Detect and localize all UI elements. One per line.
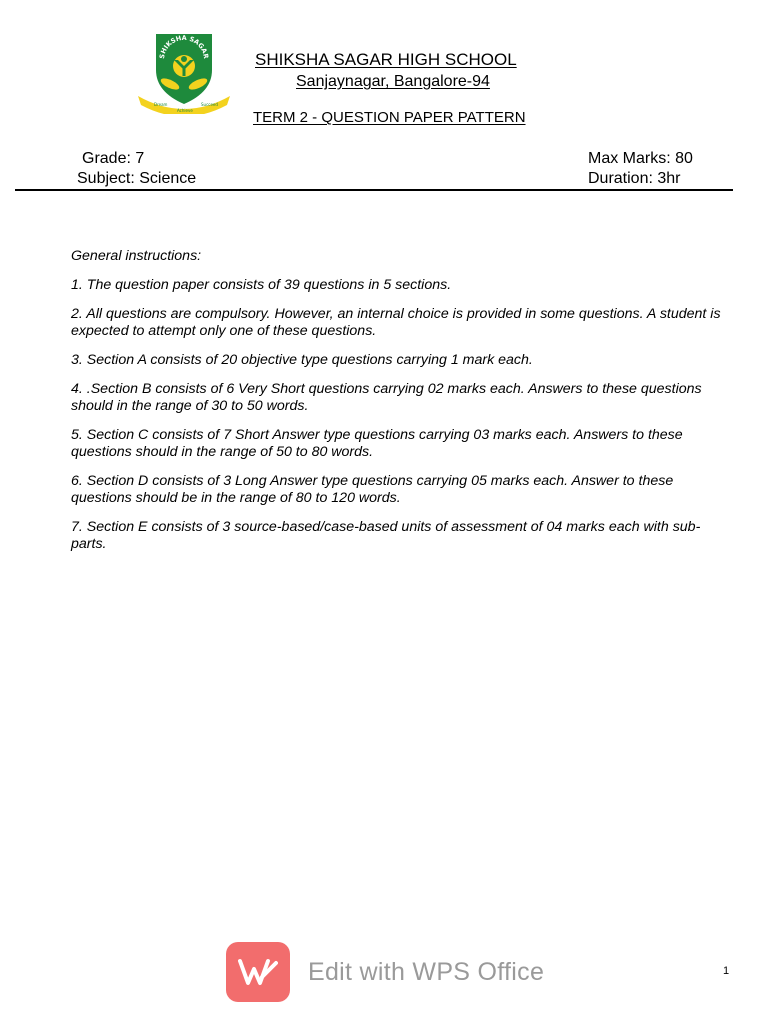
wps-watermark[interactable] <box>226 942 544 1002</box>
instruction-item: 7. Section E consists of 3 source-based/case-based units of assessment of 04 marks each with sub-parts. <box>71 519 701 552</box>
document-title: TERM 2 - QUESTION PAPER PATTERN <box>253 109 526 126</box>
wps-watermark-text: Edit with WPS Office <box>308 957 545 986</box>
duration-label: Duration: 3hr <box>588 170 681 187</box>
instruction-item: 1. The question paper consists of 39 questions in 5 sections. <box>71 277 452 293</box>
instruction-item: 3. Section A consists of 20 objective type questions carrying 1 mark each. <box>71 352 533 368</box>
school-address: Sanjaynagar, Bangalore-94 <box>296 73 490 90</box>
wps-office-icon <box>226 942 290 1002</box>
instruction-item: 2. All questions are compulsory. However, an internal choice is provided in some questions. A student is expected to attempt only one of these questions. <box>71 306 721 339</box>
instructions-heading: General instructions: <box>71 248 202 264</box>
grade-label: Grade: 7 <box>82 150 145 167</box>
school-logo <box>134 30 234 114</box>
logo-ribbon-word-1: Dream <box>154 102 168 107</box>
subject-label: Subject: Science <box>77 170 197 187</box>
general-instructions <box>71 248 731 565</box>
instruction-item: 5. Section C consists of 7 Short Answer type questions carrying 03 marks each. Answers to these questions should in the range of 50 to 80 words. <box>71 427 683 460</box>
max-marks-label: Max Marks: 80 <box>588 150 693 167</box>
instruction-item: 4. .Section B consists of 6 Very Short questions carrying 02 marks each. Answers to these questions should in the range of 30 to 50 words. <box>71 381 702 414</box>
logo-arc-text: SHIKSHA SAGAR <box>157 33 211 60</box>
instruction-item: 6. Section D consists of 3 Long Answer type questions carrying 05 marks each. Answer to these questions should be in the range of 80 to 120 words. <box>71 473 674 506</box>
header-divider <box>15 189 733 191</box>
school-name: SHIKSHA SAGAR HIGH SCHOOL <box>255 50 517 69</box>
logo-ribbon-word-2: Achieve <box>177 108 193 113</box>
logo-ribbon-word-3: Succeed <box>201 102 218 107</box>
page-number: 1 <box>723 965 730 977</box>
